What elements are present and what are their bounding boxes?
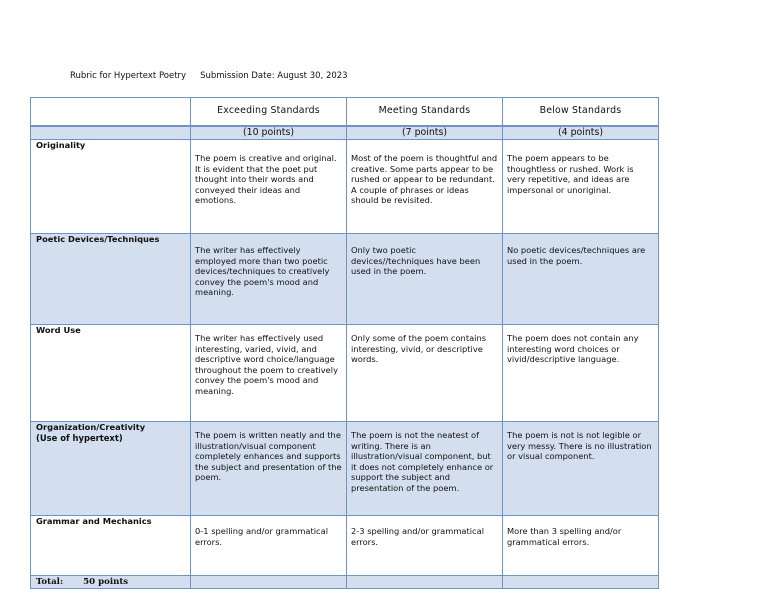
total-label: Total: bbox=[36, 577, 64, 587]
criterion-label: Grammar and Mechanics bbox=[36, 516, 152, 526]
exceeding-cell: 0-1 spelling and/or grammatical errors. bbox=[191, 516, 347, 576]
points-row bbox=[31, 126, 659, 140]
meeting-cell: Only two poetic devices//techniques have been used in the poem. bbox=[347, 234, 503, 325]
rubric-table bbox=[30, 97, 659, 589]
exceeding-cell: The poem is creative and original. It is evident that the poet put thought into their words and conveyed their ideas and emotions. bbox=[191, 140, 347, 234]
header-cell-below: Below Standards bbox=[503, 98, 659, 127]
meeting-cell: The poem is not the neatest of writing. There is an illustration/visual component, but it does not completely enhance or support the subject and presentation of the poem. bbox=[347, 422, 503, 516]
total-empty-cell bbox=[503, 576, 659, 589]
criterion-label: Originality bbox=[36, 140, 86, 150]
criterion-cell bbox=[31, 422, 191, 516]
criterion-label: Poetic Devices/Techniques bbox=[36, 234, 160, 244]
criterion-label: Word Use bbox=[36, 325, 81, 335]
meeting-cell: Only some of the poem contains interesting, vivid, or descriptive words. bbox=[347, 325, 503, 422]
criterion-label: Organization/Creativity bbox=[36, 422, 146, 432]
below-cell: The poem is not is not legible or very messy. There is no illustration or visual component. bbox=[503, 422, 659, 516]
document-title: Rubric for Hypertext Poetry bbox=[70, 71, 187, 81]
header-cell-meeting: Meeting Standards bbox=[347, 98, 503, 127]
table-row bbox=[31, 140, 659, 234]
total-empty-cell bbox=[191, 576, 347, 589]
criterion-cell bbox=[31, 140, 191, 234]
points-cell-exceeding: (10 points) bbox=[191, 126, 347, 140]
table-row bbox=[31, 422, 659, 516]
points-cell-meeting: (7 points) bbox=[347, 126, 503, 140]
document-header bbox=[70, 71, 348, 81]
header-cell-criteria bbox=[31, 98, 191, 127]
table-row bbox=[31, 234, 659, 325]
submission-date: Submission Date: August 30, 2023 bbox=[200, 71, 348, 81]
meeting-cell: 2-3 spelling and/or grammatical errors. bbox=[347, 516, 503, 576]
criterion-cell bbox=[31, 516, 191, 576]
below-cell: No poetic devices/techniques are used in the poem. bbox=[503, 234, 659, 325]
table-row bbox=[31, 516, 659, 576]
header-cell-exceeding: Exceeding Standards bbox=[191, 98, 347, 127]
below-cell: The poem appears to be thoughtless or rushed. Work is very repetitive, and ideas are impersonal or unoriginal. bbox=[503, 140, 659, 234]
total-row bbox=[31, 576, 659, 589]
points-cell-criteria bbox=[31, 126, 191, 140]
total-empty-cell bbox=[347, 576, 503, 589]
criterion-cell bbox=[31, 234, 191, 325]
below-cell: The poem does not contain any interesting word choices or vivid/descriptive language. bbox=[503, 325, 659, 422]
meeting-cell: Most of the poem is thoughtful and creative. Some parts appear to be rushed or appear to be redundant. A couple of phrases or ideas should be revisited. bbox=[347, 140, 503, 234]
criterion-sublabel: (Use of hypertext) bbox=[36, 432, 123, 443]
header-row bbox=[31, 98, 659, 127]
total-cell bbox=[31, 576, 191, 589]
exceeding-cell: The writer has effectively employed more than two poetic devices/techniques to creatively convey the poem's mood and meaning. bbox=[191, 234, 347, 325]
table-row bbox=[31, 325, 659, 422]
exceeding-cell: The writer has effectively used interesting, varied, vivid, and descriptive word choice/language throughout the poem to creatively convey the poem's mood and meaning. bbox=[191, 325, 347, 422]
points-cell-below: (4 points) bbox=[503, 126, 659, 140]
exceeding-cell: The poem is written neatly and the illustration/visual component completely enhances and supports the subject and presentation of the poem. bbox=[191, 422, 347, 516]
criterion-cell bbox=[31, 325, 191, 422]
below-cell: More than 3 spelling and/or grammatical errors. bbox=[503, 516, 659, 576]
total-value: 50 points bbox=[83, 577, 129, 587]
